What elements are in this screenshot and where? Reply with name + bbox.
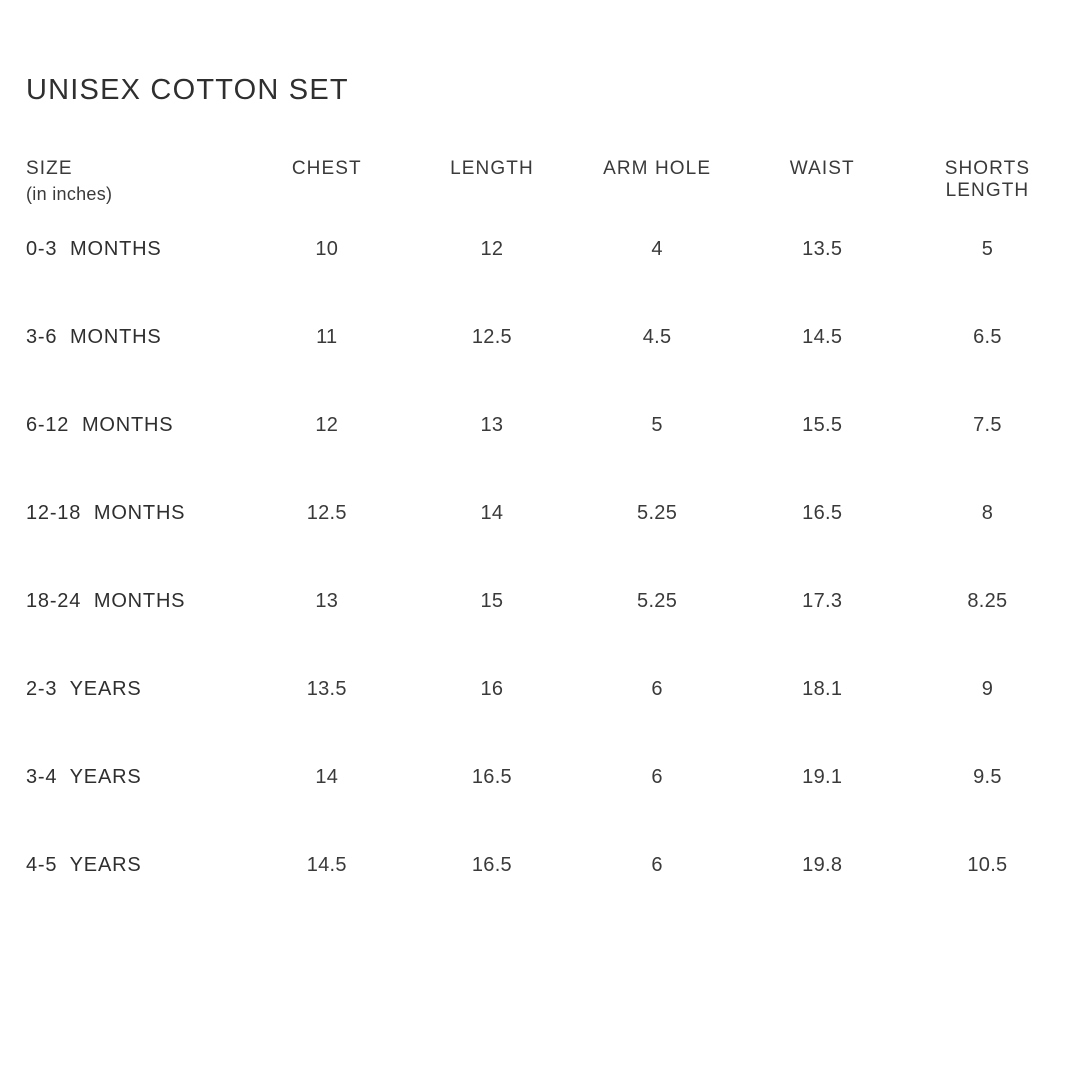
size-chart-table-wrapper: [26, 158, 1070, 909]
cell-arm-hole: 4: [651, 237, 663, 260]
table-row: [26, 293, 1070, 381]
cell-waist: 19.8: [802, 853, 843, 876]
cell-length: 16.5: [471, 853, 512, 876]
cell-size: 12-18 MONTHS: [26, 501, 186, 524]
cell-arm-hole: 4.5: [642, 325, 672, 348]
cell-shorts-length: 7.5: [973, 413, 1002, 436]
table-row: [26, 381, 1070, 469]
column-header-size: [26, 158, 244, 205]
cell-chest: 12: [315, 413, 339, 436]
cell-waist: 16.5: [802, 501, 843, 524]
header-row: [26, 158, 1070, 205]
table-row: [26, 645, 1070, 733]
cell-shorts-length: 10.5: [967, 853, 1008, 876]
column-header-size-unit: (in inches): [26, 184, 113, 204]
table-row: [26, 821, 1070, 909]
cell-arm-hole: 5: [651, 413, 663, 436]
cell-arm-hole: 5.25: [637, 501, 678, 524]
table-row: [26, 557, 1070, 645]
cell-shorts-length: 8: [981, 501, 994, 524]
cell-shorts-length: 5: [981, 237, 994, 260]
cell-size: 3-4 YEARS: [26, 765, 142, 788]
cell-size: 4-5 YEARS: [26, 853, 142, 876]
cell-chest: 11: [316, 325, 338, 348]
cell-shorts-length: 9: [981, 677, 994, 700]
cell-arm-hole: 5.25: [637, 589, 678, 612]
cell-size: 0-3 MONTHS: [26, 237, 162, 260]
table-body: [26, 205, 1070, 909]
cell-waist: 17.3: [802, 589, 843, 612]
cell-waist: 19.1: [802, 765, 843, 788]
cell-length: 16.5: [471, 765, 512, 788]
column-header-arm-hole: ARM HOLE: [603, 158, 712, 179]
column-header-length: LENGTH: [450, 158, 534, 179]
page-title: UNISEX COTTON SET: [26, 74, 349, 106]
table-row: [26, 733, 1070, 821]
cell-length: 16: [480, 677, 504, 700]
column-header-size-label: SIZE: [26, 158, 73, 179]
column-header-waist: WAIST: [789, 158, 855, 179]
column-header-shorts-length: SHORTS LENGTH: [944, 158, 1031, 201]
table-row: [26, 469, 1070, 557]
cell-waist: 15.5: [802, 413, 843, 436]
cell-chest: 14: [315, 765, 339, 788]
cell-length: 15: [480, 589, 504, 612]
cell-shorts-length: 8.25: [967, 589, 1008, 612]
cell-chest: 13: [315, 589, 339, 612]
cell-size: 3-6 MONTHS: [26, 325, 162, 348]
table-header: [26, 158, 1070, 205]
cell-length: 14: [480, 501, 504, 524]
cell-shorts-length: 9.5: [973, 765, 1002, 788]
cell-size: 6-12 MONTHS: [26, 413, 174, 436]
cell-size: 2-3 YEARS: [26, 677, 142, 700]
cell-size: 18-24 MONTHS: [26, 589, 186, 612]
size-chart-table: [26, 158, 1070, 909]
table-row: [26, 205, 1070, 293]
cell-length: 12.5: [471, 325, 512, 348]
cell-length: 13: [480, 413, 504, 436]
cell-arm-hole: 6: [651, 853, 663, 876]
cell-chest: 13.5: [306, 677, 347, 700]
column-header-chest: CHEST: [291, 158, 362, 179]
cell-waist: 18.1: [802, 677, 843, 700]
cell-chest: 12.5: [306, 501, 347, 524]
cell-waist: 13.5: [802, 237, 843, 260]
cell-waist: 14.5: [802, 325, 843, 348]
cell-chest: 10: [315, 237, 339, 260]
cell-length: 12: [480, 237, 504, 260]
cell-shorts-length: 6.5: [973, 325, 1002, 348]
cell-chest: 14.5: [306, 853, 347, 876]
cell-arm-hole: 6: [651, 677, 663, 700]
cell-arm-hole: 6: [651, 765, 663, 788]
